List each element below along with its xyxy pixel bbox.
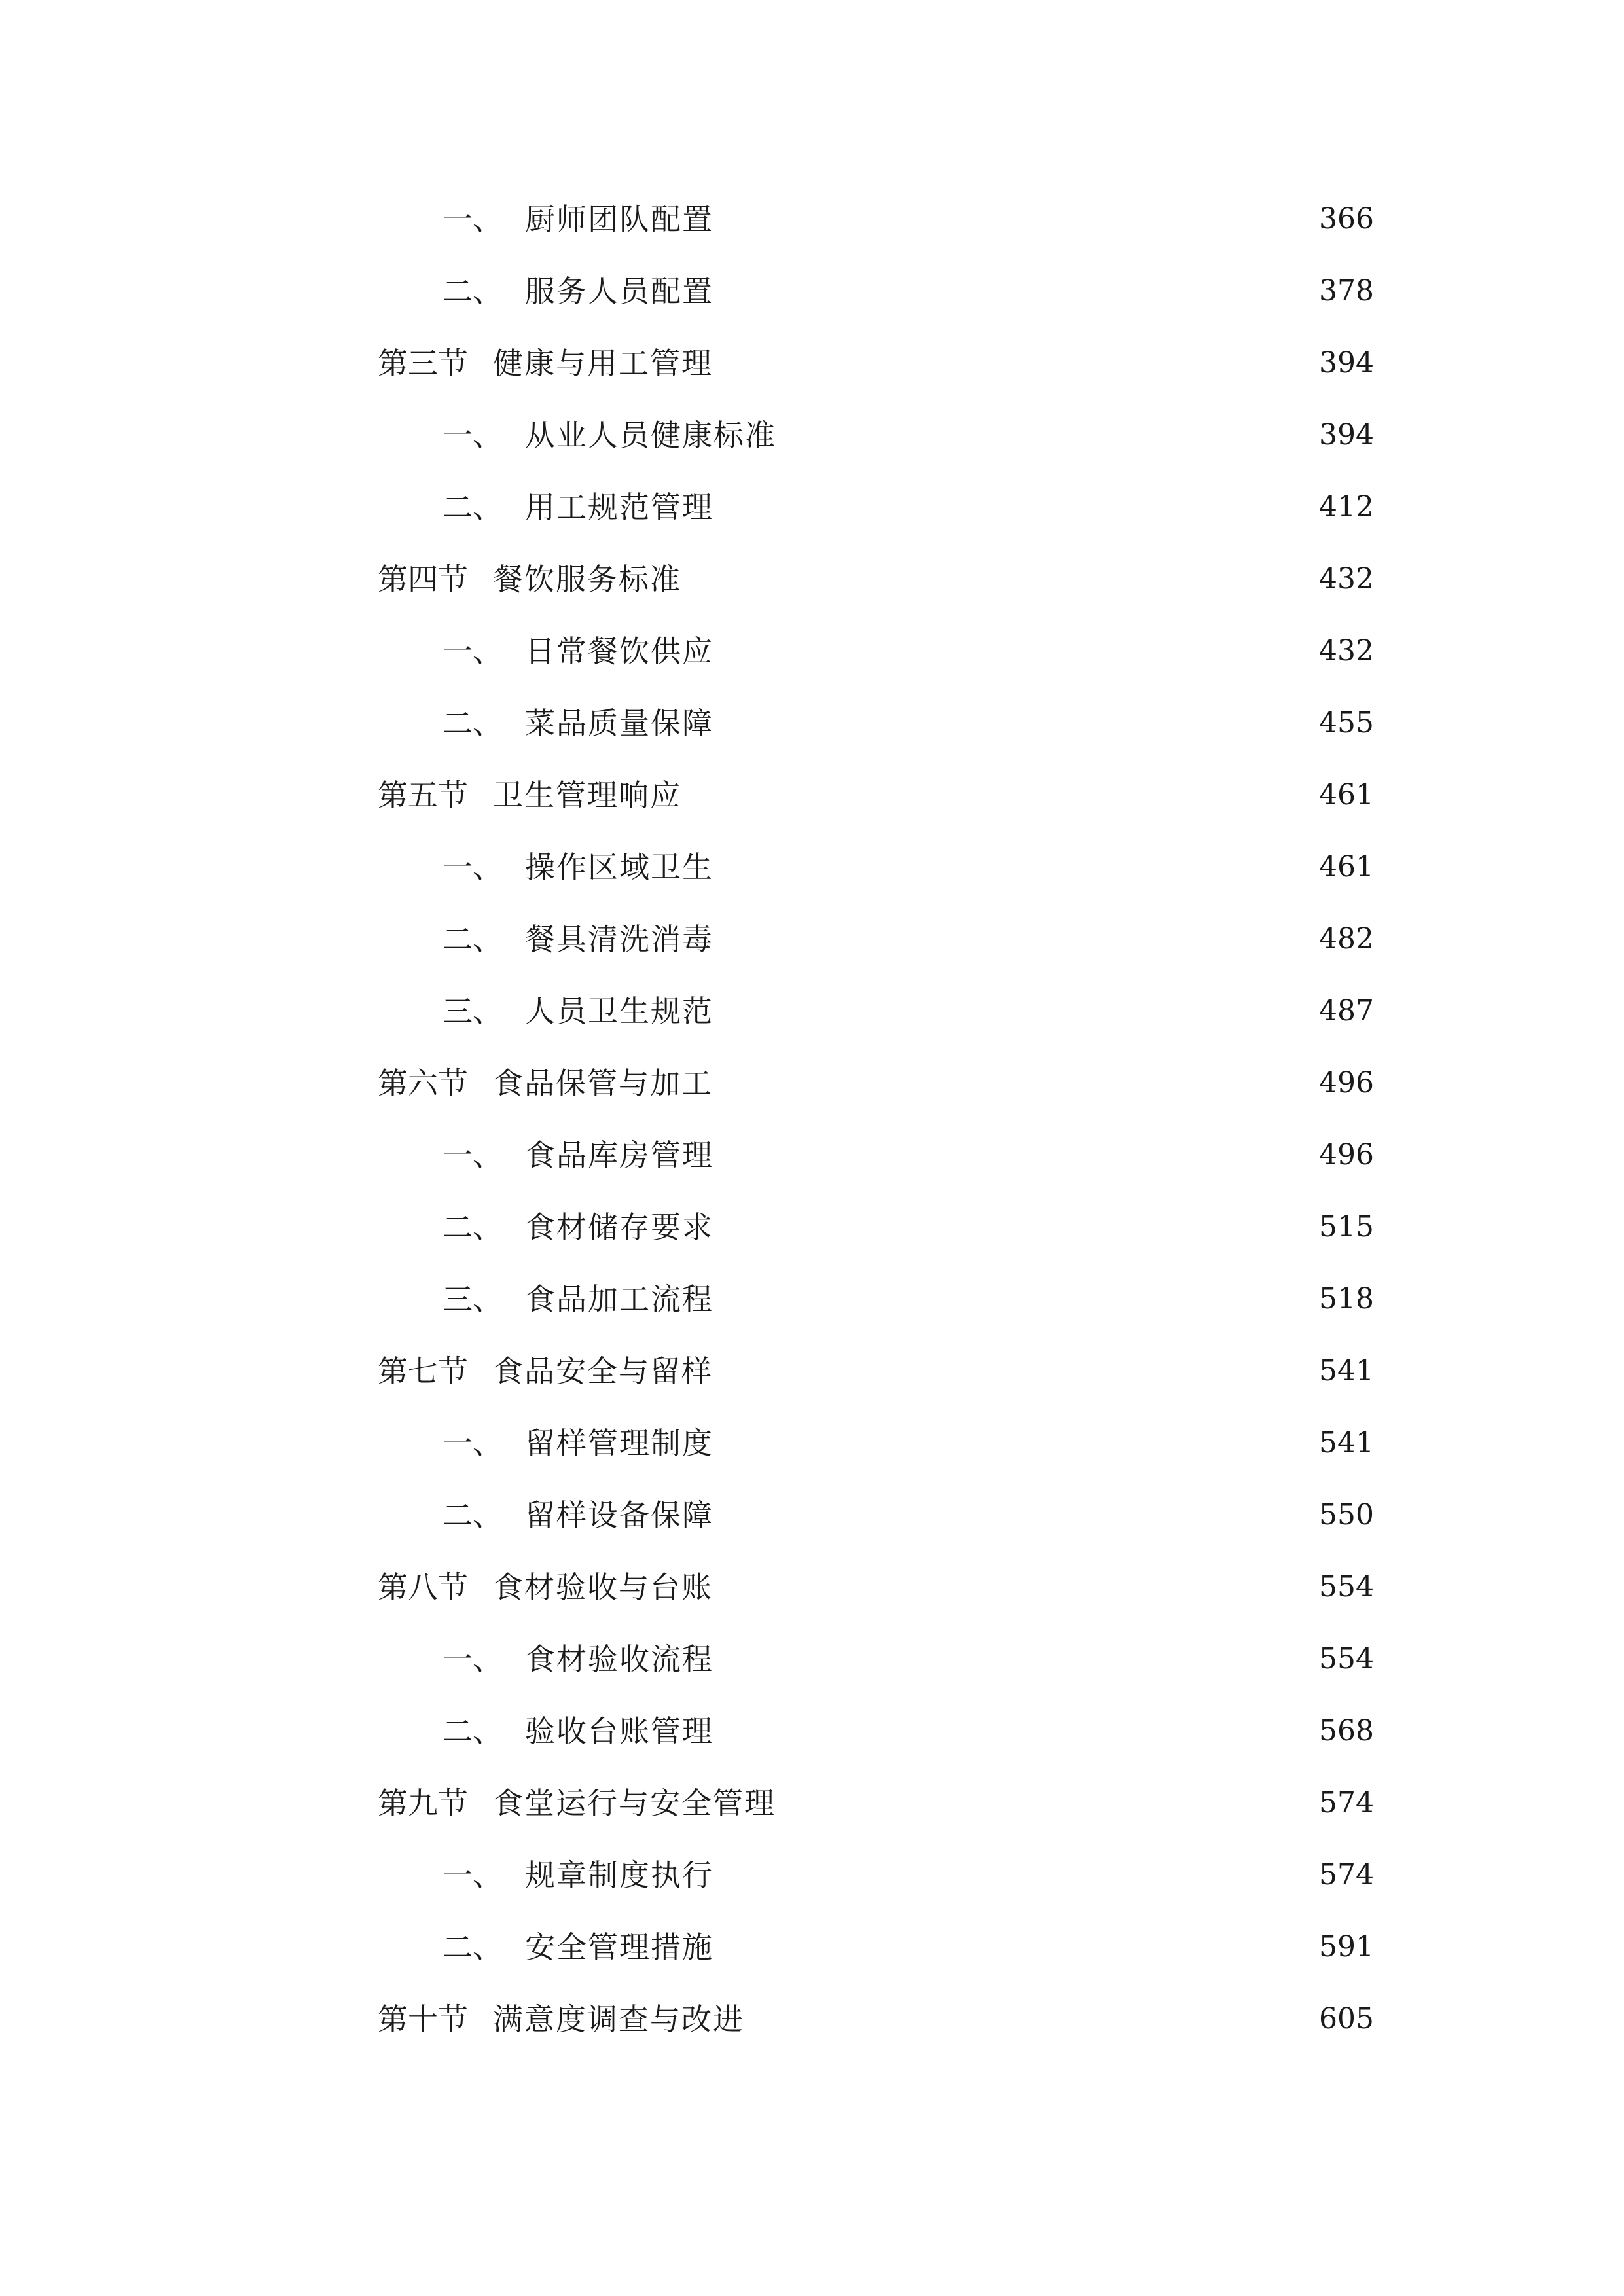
toc-entry-page: 568 <box>1319 1714 1374 1748</box>
toc-entry-number: 第三节 <box>378 346 468 381</box>
toc-entry[interactable] <box>442 183 1374 255</box>
toc-entry-page: 378 <box>1319 274 1374 308</box>
toc-entry-title: 健康与用工管理 <box>493 346 713 381</box>
toc-entry-page: 554 <box>1319 1570 1374 1604</box>
toc-entry-page: 482 <box>1319 922 1374 956</box>
toc-entry-page: 496 <box>1319 1138 1374 1172</box>
toc-entry-title: 安全管理措施 <box>525 1929 713 1965</box>
toc-entry-number: 二、 <box>442 1713 503 1749</box>
toc-entry-number: 三、 <box>442 1282 503 1317</box>
toc-entry-page: 574 <box>1319 1858 1374 1892</box>
toc-entry-title: 服务人员配置 <box>525 274 713 309</box>
toc-entry-title: 食材验收流程 <box>525 1641 713 1677</box>
toc-entry[interactable] <box>442 399 1374 471</box>
toc-entry-title: 餐饮服务标准 <box>493 562 681 597</box>
toc-entry-page: 432 <box>1319 634 1374 668</box>
toc-entry-number: 一、 <box>442 418 503 453</box>
dot-leader <box>720 276 1310 306</box>
dot-leader <box>720 996 1310 1026</box>
toc-entry-number: 二、 <box>442 1929 503 1965</box>
toc-entry-number: 二、 <box>442 490 503 525</box>
dot-leader <box>720 1140 1310 1170</box>
dot-leader <box>719 348 1310 378</box>
toc-entry[interactable] <box>442 687 1374 759</box>
toc-section-entry[interactable] <box>378 1983 1374 2055</box>
toc-entry-page: 461 <box>1319 850 1374 884</box>
toc-entry-number: 第七节 <box>378 1354 468 1389</box>
toc-entry[interactable] <box>442 903 1374 975</box>
dot-leader <box>720 924 1310 954</box>
dot-leader <box>720 708 1310 738</box>
toc-entry-page: 394 <box>1319 418 1374 452</box>
toc-entry-title: 食堂运行与安全管理 <box>493 1785 776 1821</box>
toc-entry-page: 461 <box>1319 778 1374 812</box>
toc-entry-number: 一、 <box>442 1426 503 1461</box>
toc-section-entry[interactable] <box>378 1335 1374 1407</box>
dot-leader <box>720 636 1310 666</box>
toc-entry-number: 二、 <box>442 1210 503 1245</box>
dot-leader <box>720 1716 1310 1746</box>
dot-leader <box>720 1212 1310 1242</box>
toc-entry-number: 第八节 <box>378 1570 468 1605</box>
toc-entry-number: 二、 <box>442 1498 503 1533</box>
dot-leader <box>720 204 1310 234</box>
toc-entry-page: 605 <box>1319 2002 1374 2036</box>
toc-entry-number: 一、 <box>442 1857 503 1893</box>
toc-entry-title: 食品加工流程 <box>525 1282 713 1317</box>
dot-leader <box>782 1788 1310 1818</box>
toc-entry-number: 第十节 <box>378 2001 468 2037</box>
toc-entry[interactable] <box>442 1695 1374 1767</box>
toc-entry-title: 留样管理制度 <box>525 1426 713 1461</box>
toc-entry[interactable] <box>442 471 1374 543</box>
toc-entry-title: 满意度调查与改进 <box>493 2001 744 2037</box>
toc-entry[interactable] <box>442 615 1374 687</box>
toc-entry-number: 第四节 <box>378 562 468 597</box>
toc-entry-number: 第六节 <box>378 1066 468 1101</box>
toc-entry-title: 从业人员健康标准 <box>525 418 776 453</box>
toc-entry-page: 412 <box>1319 490 1374 524</box>
dot-leader <box>720 492 1310 522</box>
dot-leader <box>719 1572 1310 1602</box>
toc-entry-page: 574 <box>1319 1786 1374 1820</box>
toc-entry-page: 515 <box>1319 1210 1374 1244</box>
toc-entry-title: 菜品质量保障 <box>525 706 713 741</box>
toc-entry-page: 432 <box>1319 562 1374 596</box>
toc-entry-number: 二、 <box>442 706 503 741</box>
toc-entry-page: 366 <box>1319 202 1374 236</box>
toc-entry-page: 496 <box>1319 1066 1374 1100</box>
toc-entry-title: 规章制度执行 <box>525 1857 713 1893</box>
toc-entry[interactable] <box>442 255 1374 327</box>
toc-entry-title: 食材储存要求 <box>525 1210 713 1245</box>
toc-entry-title: 餐具清洗消毒 <box>525 922 713 957</box>
toc-entry[interactable] <box>442 975 1374 1047</box>
toc-entry-title: 厨师团队配置 <box>525 202 713 237</box>
toc-entry-page: 541 <box>1319 1426 1374 1460</box>
toc-entry-page: 518 <box>1319 1282 1374 1316</box>
toc-entry-number: 三、 <box>442 994 503 1029</box>
toc-entry-title: 人员卫生规范 <box>525 994 713 1029</box>
dot-leader <box>720 1860 1310 1890</box>
dot-leader <box>720 852 1310 882</box>
toc-entry-number: 二、 <box>442 274 503 309</box>
toc-entry[interactable] <box>442 1839 1374 1911</box>
toc-entry-number: 一、 <box>442 202 503 237</box>
toc-entry-number: 第九节 <box>378 1785 468 1821</box>
toc-entry[interactable] <box>442 1911 1374 1983</box>
toc-entry-number: 一、 <box>442 634 503 669</box>
toc-section-entry[interactable] <box>378 543 1374 615</box>
toc-entry-title: 卫生管理响应 <box>493 778 681 813</box>
dot-leader <box>720 1644 1310 1674</box>
toc-entry-number: 一、 <box>442 1641 503 1677</box>
toc-entry-number: 一、 <box>442 1138 503 1173</box>
toc-section-entry[interactable] <box>378 327 1374 399</box>
dot-leader <box>688 564 1310 594</box>
toc-entry-page: 554 <box>1319 1642 1374 1676</box>
toc-entry[interactable] <box>442 831 1374 903</box>
toc-entry-number: 一、 <box>442 850 503 885</box>
toc-entry-title: 食品保管与加工 <box>493 1066 713 1101</box>
dot-leader <box>688 780 1310 810</box>
toc-entry[interactable] <box>442 1263 1374 1335</box>
toc-entry[interactable] <box>442 1407 1374 1479</box>
toc-entry[interactable] <box>442 1191 1374 1263</box>
toc-entry-page: 591 <box>1319 1930 1374 1964</box>
toc-section-entry[interactable] <box>378 1047 1374 1119</box>
toc-entry-title: 日常餐饮供应 <box>525 634 713 669</box>
toc-section-entry[interactable] <box>378 1551 1374 1623</box>
toc-entry-title: 食品库房管理 <box>525 1138 713 1173</box>
toc-entry[interactable] <box>442 1479 1374 1551</box>
toc-entry-number: 二、 <box>442 922 503 957</box>
toc-entry-page: 487 <box>1319 994 1374 1028</box>
toc-section-entry[interactable] <box>378 759 1374 831</box>
toc-entry-title: 食材验收与台账 <box>493 1570 713 1605</box>
toc-entry-title: 留样设备保障 <box>525 1498 713 1533</box>
dot-leader <box>751 2004 1310 2034</box>
toc-entry[interactable] <box>442 1623 1374 1695</box>
toc-entry-title: 操作区域卫生 <box>525 850 713 885</box>
toc-section-entry[interactable] <box>378 1767 1374 1839</box>
toc-entry-page: 394 <box>1319 346 1374 380</box>
dot-leader <box>719 1068 1310 1098</box>
toc-entry-number: 第五节 <box>378 778 468 813</box>
toc-entry-page: 550 <box>1319 1498 1374 1532</box>
toc-entry-page: 541 <box>1319 1354 1374 1388</box>
dot-leader <box>720 1428 1310 1458</box>
dot-leader <box>720 1932 1310 1962</box>
toc-entry-title: 验收台账管理 <box>525 1713 713 1749</box>
dot-leader <box>783 420 1310 450</box>
toc-entry-title: 用工规范管理 <box>525 490 713 525</box>
toc-entry-title: 食品安全与留样 <box>493 1354 713 1389</box>
dot-leader <box>720 1284 1310 1314</box>
toc-entry-page: 455 <box>1319 706 1374 740</box>
dot-leader <box>719 1356 1310 1386</box>
dot-leader <box>720 1500 1310 1530</box>
toc-entry[interactable] <box>442 1119 1374 1191</box>
